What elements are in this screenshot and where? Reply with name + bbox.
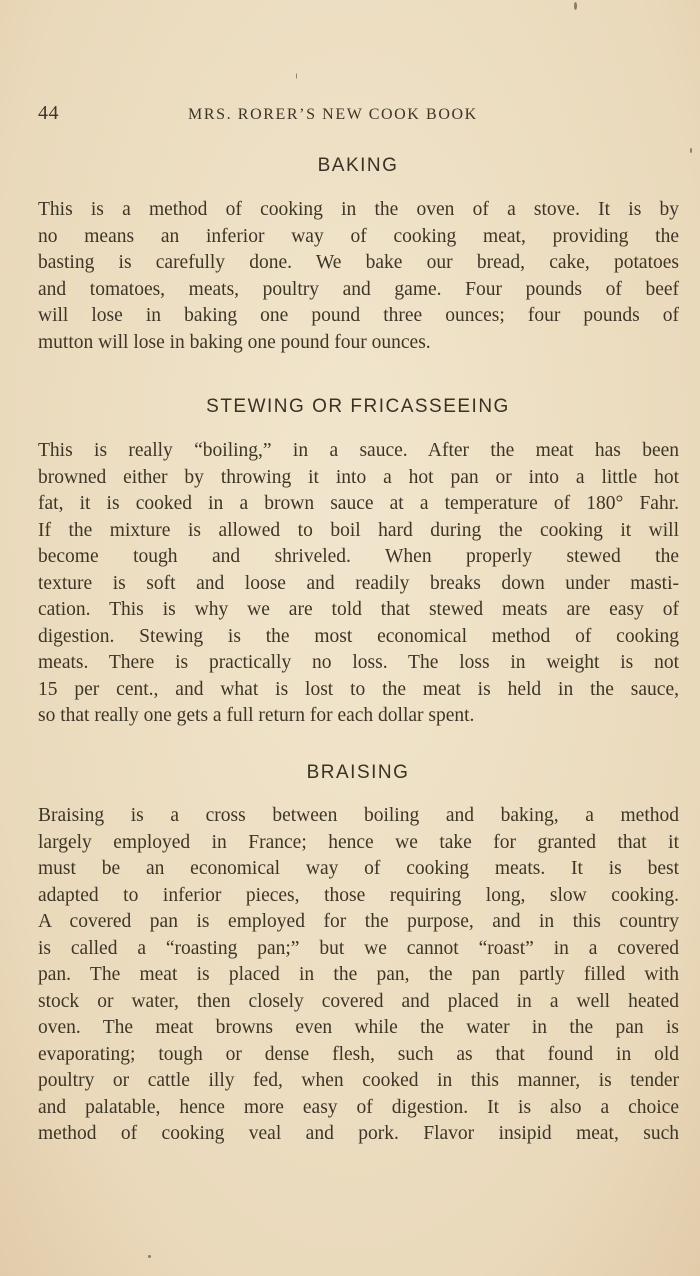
text-line: meats. There is practically no loss. The loss in weight is not	[38, 652, 679, 673]
text-line: is called a “roasting pan;” but we cannot “roast” in a covered	[38, 937, 679, 959]
section-heading-baking: BAKING	[317, 155, 399, 176]
text-line: This is a method of cooking in the oven of a stove. It is by	[38, 199, 679, 220]
text-line: and palatable, hence more easy of digestion. It is also a choice	[38, 1096, 679, 1118]
text-line: oven. The meat browns even while the water in the pan is	[38, 1017, 679, 1038]
text-line: become tough and shriveled. When properly stewed the	[38, 546, 679, 567]
text-line: largely employed in France; hence we take for granted that it	[38, 831, 679, 853]
paper-speck	[296, 73, 297, 79]
text-line: 15 per cent., and what is lost to the meat is held in the sauce,	[38, 678, 679, 700]
running-head	[38, 102, 660, 132]
page-number: 44	[38, 102, 59, 124]
text-line: A covered pan is employed for the purpose, and in this country	[38, 911, 679, 932]
text-line: so that really one gets a full return for each dollar spent.	[38, 705, 475, 726]
section-heading-stewing: STEWING OR FRICASSEEING	[206, 396, 510, 417]
paragraph-braising	[38, 803, 679, 1148]
text-line: will lose in baking one pound three ounces; four pounds of	[38, 305, 679, 326]
text-line: texture is soft and loose and readily breaks down under masti-	[38, 572, 679, 594]
text-line: cation. This is why we are told that stewed meats are easy of	[38, 599, 679, 620]
text-line: poultry or cattle illy fed, when cooked in this manner, is tender	[38, 1070, 679, 1091]
paper-speck	[148, 1255, 151, 1258]
paper-speck	[690, 148, 692, 153]
text-line: mutton will lose in baking one pound four ounces.	[38, 331, 431, 353]
text-line: This is really “boiling,” in a sauce. After the meat has been	[38, 440, 679, 461]
section-heading-braising: BRAISING	[306, 762, 410, 783]
text-line: evaporating; tough or dense flesh, such as that found in old	[38, 1043, 679, 1065]
paper-speck	[574, 2, 577, 10]
running-title: MRS. RORER’S NEW COOK BOOK	[188, 106, 478, 123]
text-line: browned either by throwing it into a hot pan or into a little hot	[38, 466, 679, 488]
text-line: pan. The meat is placed in the pan, the pan partly filled with	[38, 964, 679, 985]
paragraph-baking	[38, 197, 679, 356]
text-line: adapted to inferior pieces, those requiring long, slow cooking.	[38, 884, 679, 906]
text-line: stock or water, then closely covered and placed in a well heated	[38, 990, 679, 1012]
text-line: basting is carefully done. We bake our bread, cake, potatoes	[38, 252, 679, 273]
text-line: must be an economical way of cooking meats. It is best	[38, 858, 679, 879]
text-line: digestion. Stewing is the most economical method of cooking	[38, 625, 679, 647]
text-line: no means an inferior way of cooking meat, providing the	[38, 225, 679, 247]
text-line: method of cooking veal and pork. Flavor insipid meat, such	[38, 1123, 679, 1144]
text-line: If the mixture is allowed to boil hard during the cooking it will	[38, 519, 679, 541]
text-line: Braising is a cross between boiling and baking, a method	[38, 805, 679, 826]
text-line: and tomatoes, meats, poultry and game. Four pounds of beef	[38, 278, 679, 300]
paragraph-stewing	[38, 438, 679, 730]
text-line: fat, it is cooked in a brown sauce at a temperature of 180° Fahr.	[38, 493, 679, 514]
